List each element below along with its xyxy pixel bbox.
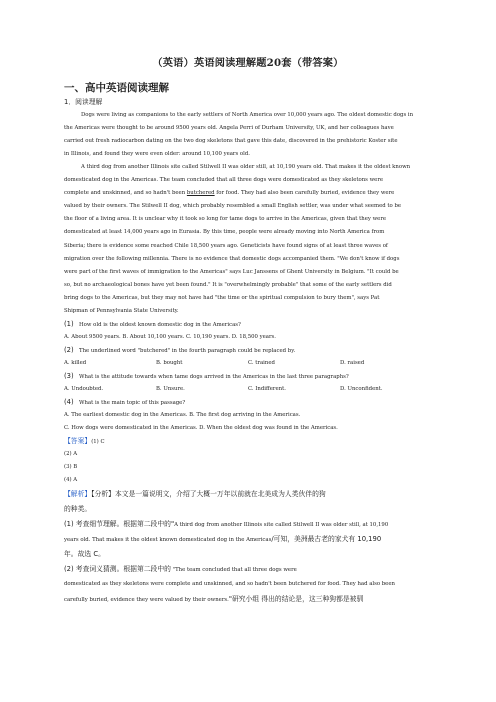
passage-paragraph-2 [64,161,434,318]
option-d: D. Unconfident. [340,386,383,393]
underlined-word: butchered [186,190,215,197]
answer-1 [64,435,434,448]
analysis-line [64,592,434,607]
option-c: C. trained [248,359,275,366]
page-title: （英语）英语阅读理解题20套（带答案） [152,57,344,69]
passage-line: the Americas were thought to be around 9500 years old. Angela Perri of Durham University, UK, and her colleagues have [64,125,394,132]
passage-line: carried out fresh radiocarbon dating on the two dog skeletons that gave this date, discovered in the prehistoric Koster site [64,138,398,145]
passage-line: Dogs were living as companions to the early settlers of North America over 10,000 years ago. The oldest domestic dogs in [81,112,414,119]
passage-text: complete and unskinned, and so hadn't been [64,190,187,197]
question-2-options [64,357,434,370]
analysis-text: /可知，美洲最古老的家犬有 10,190 [271,535,382,544]
option-a: A. Undoubted. [64,386,104,393]
analysis-quote: "The team concluded that all three dogs were [172,567,297,574]
passage-line: were part of the first waves of immigration to the Americas" says Luc Janssens of Ghent University in Belgium. "It could be [64,268,399,275]
passage-line: in Illinois, and found they were even older: around 10,100 years old. [64,151,250,158]
question-4 [64,396,434,409]
passage-line: Shipman of Pennsylvania State University. [64,307,179,314]
question-1 [64,318,434,331]
question-number: (2) [64,345,74,354]
analysis-line [64,532,434,547]
option-b: B. The first dog arriving in the Americas. [189,412,301,419]
answer-4: (4) A [64,477,78,484]
option-b: B. bought [156,359,183,366]
option-d: D. When the oldest dog was found in the Americas. [199,425,338,432]
question-3-options [64,383,434,396]
question-number: (1) [64,319,74,328]
question-4-options-row-1 [64,409,434,422]
passage-line: Siberia; there is evidence some reached Chile 18,500 years ago. Geneticists have found signs of at least three waves of [64,242,388,249]
option-a: A. killed [64,359,87,366]
answer-text: (1) C [91,439,105,446]
passage-line: valued by their owners. The Stilwell II dog, which probably resembled a small English settler, was under what seemed to be [64,203,402,210]
question-number: (4) [64,398,74,407]
analysis-text: 年。故选 C。 [64,550,105,559]
analysis-text: (1) 考查细节理解。根据第二段中的" [64,520,175,529]
analysis-text: (2) 考查词义猜测。根据第二段中的 [64,565,171,574]
question-number: (3) [64,371,74,380]
answer-2: (2) A [64,451,78,458]
item-label: 1．阅读理解 [64,98,103,106]
question-1-options: A. About 9500 years. B. About 10,100 years. C. 10,190 years. D. 18,500 years. [64,333,276,340]
analysis-tag: 【解析】 [64,490,92,499]
answer-3: (3) B [64,464,78,471]
analysis-text: 的种类。 [64,505,92,514]
passage-line: domesticated dog in the Americas. The team concluded that all three dogs were domesticated as they skeletons were [64,177,384,184]
passage-line: the floor of a living area. It is unclear why it took so long for tame dogs to arrive in the Americas, given that they were [64,216,387,223]
question-text: The underlined word "butchered" in the fourth paragraph could be replaced by. [79,347,296,354]
option-a: A. The earliest domestic dog in the Americas. [64,412,188,419]
option-c: C. How dogs were domesticated in the Americas. [64,425,198,432]
option-c: C. Indifferent. [248,386,286,393]
analysis-line [64,517,434,532]
passage-text: for food. They had also been carefully buried, evidence they were [214,190,395,197]
analysis-quote: years old. That makes it the oldest known domesticated dog in the Americas [64,537,272,544]
option-d: D. raised [340,359,365,366]
document-body [64,96,434,607]
passage-line [64,187,434,200]
passage-line: A third dog from another Illinois site called Stilwell II was older still, at 10,190 years old. That makes it the oldest known [81,164,411,171]
passage-line: domesticated at least 14,000 years ago in Eurasia. By this time, people were already moving into North America from [64,229,385,236]
analysis-text: 【分析】本文是一篇说明文，介绍了大概一万年以前就在北美成为人类伙伴的狗 [91,490,326,499]
option-b: B. Unsure. [156,386,185,393]
passage-line: bring dogs to the Americas, but they may not have had "the time or the spiritual compulsion to bury them", says Pat [64,294,380,301]
analysis-quote: A third dog from another Illinois site called Stilwell II was older still, at 10,190 [174,522,389,529]
passage-paragraph-1 [64,109,434,161]
section-heading: 一、高中英语阅读理解 [64,82,169,94]
analysis-line [64,562,434,577]
question-3 [64,370,434,383]
question-text: What is the attitude towards when tame dogs arrived in the Americas in the last three paragraphs? [79,373,349,380]
analysis-intro [64,487,434,502]
analysis-line: domesticated as they skeletons were complete and unskinned, and so hadn't been butchered for food. They had also been [64,581,395,588]
analysis-quote: carefully buried, evidence they were valued by their owners. [64,597,229,604]
analysis-text: "研究小组 得出的结论是，这三种狗都是被驯 [228,595,364,604]
answer-tag: 【答案】 [64,437,92,446]
question-text: How old is the oldest known domestic dog in the Americas? [79,321,241,328]
question-text: What is the main topic of this passage? [79,400,186,407]
question-4-options-row-2 [64,422,434,435]
question-2 [64,344,434,357]
passage-line: migration over the following millennia. There is no evidence that domestic dogs accompanied them. "We don't know if dogs [64,255,400,262]
passage-line: so, but no archaeological bones have yet been found." It is "overwhelmingly probable" that some of the early settlers did [64,281,392,288]
